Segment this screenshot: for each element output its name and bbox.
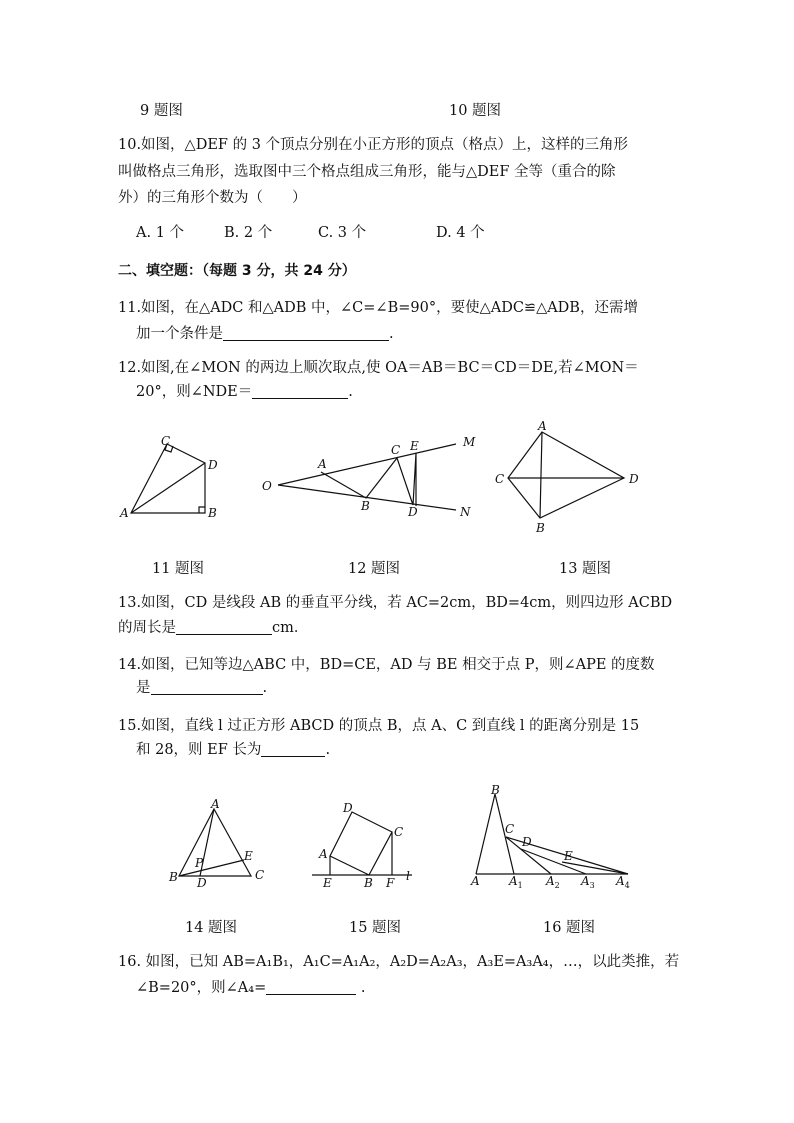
q13-line2 — [118, 617, 308, 639]
q15-line2-text: 和 28，则 EF 长为 — [136, 742, 262, 758]
fig16-label-c: C — [505, 822, 515, 836]
q15-line1: 15.如图，直线 l 过正方形 ABCD 的顶点 B，点 A、C 到直线 l 的距离分别是 15 — [118, 718, 640, 734]
fig13-label-a: A — [538, 419, 547, 433]
q10-option-a: A. 1 个 — [136, 225, 185, 241]
caption-fig10: 10 题图 — [449, 103, 502, 119]
q14-answer-blank[interactable] — [151, 678, 263, 695]
fig15-square-abcd — [330, 812, 392, 875]
fig12-label-n: N — [460, 505, 471, 519]
q13-unit: cm． — [272, 620, 309, 636]
fig13-label-d: D — [629, 472, 639, 486]
fig16-segment-ab — [476, 794, 495, 874]
q10-option-c: C. 3 个 — [318, 225, 367, 241]
fig14-label-p: P — [195, 856, 204, 870]
figure-15 — [308, 796, 426, 888]
fig14-triangle-abc — [179, 809, 251, 876]
fig15-label-b: B — [364, 876, 373, 888]
fig12-label-d: D — [408, 505, 418, 519]
fig15-label-e: E — [323, 876, 332, 888]
fig16-label-a3-sub: 3 — [589, 881, 595, 890]
fig16-label-a: A — [471, 874, 480, 888]
fig11-label-d: D — [208, 458, 218, 472]
fig15-label-f: F — [386, 876, 395, 888]
fig11-label-a: A — [120, 506, 129, 520]
fig16-label-a1 — [508, 874, 523, 890]
fig11-diagonal-ad — [131, 463, 205, 513]
fig14-label-c: C — [255, 868, 265, 882]
q11-line2: 加一个条件是 . — [136, 326, 394, 342]
fig16-label-a2 — [545, 874, 560, 890]
q10-line1: 10.如图，△DEF 的 3 个顶点分别在小正方形的顶点（格点）上，这样的三角形 — [118, 137, 629, 153]
fig16-label-a3 — [580, 874, 595, 890]
fig13-label-b: B — [536, 521, 545, 535]
section-heading: 二、填空题：（每题 3 分，共 24 分） — [118, 263, 356, 279]
q12-answer-blank[interactable] — [252, 382, 348, 399]
q13-line2-text: 的周长是 — [118, 620, 176, 636]
q15-answer-blank[interactable] — [261, 740, 325, 757]
fig11-quad — [131, 444, 205, 513]
q14-line2: 是 . — [136, 680, 268, 696]
figure-12 — [258, 430, 488, 525]
q10-line3: 外）的三角形个数为（ ） — [118, 190, 307, 206]
fig14-label-a: A — [211, 797, 220, 811]
fig12-label-b: B — [361, 499, 370, 513]
fig15-label-l: l — [406, 869, 410, 883]
fig15-label-a: A — [319, 847, 328, 861]
fig12-label-m: M — [463, 435, 476, 449]
fig12-label-c: C — [391, 443, 401, 457]
fig16-segment-da3 — [521, 849, 586, 874]
q14-line2-text: 是 — [136, 680, 151, 696]
q10-line2: 叫做格点三角形，选取图中三个格点组成三角形，能与△DEF 全等（重合的除 — [118, 164, 616, 180]
fig15-label-d: D — [343, 801, 353, 815]
fig11-label-c: C — [161, 434, 171, 448]
q10-option-d: D. 4 个 — [436, 225, 485, 241]
caption-fig14: 14 题图 — [185, 920, 238, 936]
q12-line2-text: 20°，则∠NDE＝ — [136, 384, 253, 400]
fig16-label-a1-letter: A — [509, 874, 518, 888]
fig16-label-b: B — [491, 783, 500, 797]
fig16-label-a4-letter: A — [616, 874, 625, 888]
fig16-label-a1-sub: 1 — [517, 881, 523, 890]
fig16-label-a4-sub: 4 — [624, 881, 630, 890]
caption-fig9: 9 题图 — [140, 103, 183, 119]
figure-16 — [462, 782, 634, 892]
fig16-label-a4 — [615, 874, 630, 890]
fig16-label-a3-letter: A — [581, 874, 590, 888]
fig14-label-d: D — [197, 876, 207, 888]
q16-line2-text: ∠B=20°，则∠A₄= — [136, 980, 267, 996]
fig14-label-e: E — [244, 849, 253, 863]
fig13-quad — [508, 432, 624, 518]
fig11-right-angle-b — [199, 507, 205, 513]
fig13-label-c: C — [495, 472, 505, 486]
caption-fig12: 12 题图 — [348, 561, 401, 577]
fig12-label-o: O — [262, 479, 272, 493]
fig13-diagonal-ab — [540, 432, 542, 518]
q12-line1: 12.如图,在∠MON 的两边上顺次取点,使 OA＝AB＝BC＝CD＝DE,若∠MON＝ — [118, 360, 639, 376]
fig14-label-b: B — [169, 870, 178, 884]
fig12-label-e: E — [410, 439, 419, 453]
fig12-ray-om — [278, 444, 456, 485]
figure-13 — [492, 418, 652, 538]
figure-14 — [165, 796, 275, 888]
q16-line2: ∠B=20°，则∠A₄= . — [136, 980, 366, 996]
q12-line2: 20°，则∠NDE＝ . — [136, 384, 353, 400]
q15-line2: 和 28，则 EF 长为 . — [136, 742, 331, 758]
q11-answer-blank[interactable] — [223, 324, 389, 341]
q16-line1: 16. 如图，已知 AB=A₁B₁，A₁C=A₁A₂，A₂D=A₂A₃，A₃E=A₃A₄，…，以此类推，若 — [118, 954, 680, 970]
fig12-label-a: A — [318, 457, 327, 471]
caption-fig15: 15 题图 — [349, 920, 402, 936]
caption-fig13: 13 题图 — [559, 561, 612, 577]
caption-fig16: 16 题图 — [543, 920, 596, 936]
fig16-label-a2-sub: 2 — [554, 881, 560, 890]
q14-line1: 14.如图，已知等边△ABC 中，BD=CE，AD 与 BE 相交于点 P，则∠APE 的度数 — [118, 657, 655, 673]
fig15-label-c: C — [394, 825, 404, 839]
fig16-label-d: D — [522, 835, 532, 849]
fig11-label-b: B — [208, 506, 217, 520]
fig16-label-e: E — [564, 849, 573, 863]
caption-fig11: 11 题图 — [152, 561, 205, 577]
q10-option-b: B. 2 个 — [224, 225, 273, 241]
q11-line1: 11.如图，在△ADC 和△ADB 中，∠C=∠B=90°，要使△ADC≌△ADB，还需增 — [118, 300, 638, 316]
figure-11 — [115, 430, 225, 525]
q16-answer-blank[interactable] — [266, 978, 356, 995]
q13-line1: 13.如图，CD 是线段 AB 的垂直平分线，若 AC=2cm，BD=4cm，则四边形 ACBD — [118, 595, 673, 611]
q13-answer-blank[interactable] — [176, 618, 272, 635]
fig16-label-a2-letter: A — [546, 874, 555, 888]
q11-line2-text: 加一个条件是 — [136, 326, 223, 342]
fig14-segment-be — [179, 860, 244, 876]
